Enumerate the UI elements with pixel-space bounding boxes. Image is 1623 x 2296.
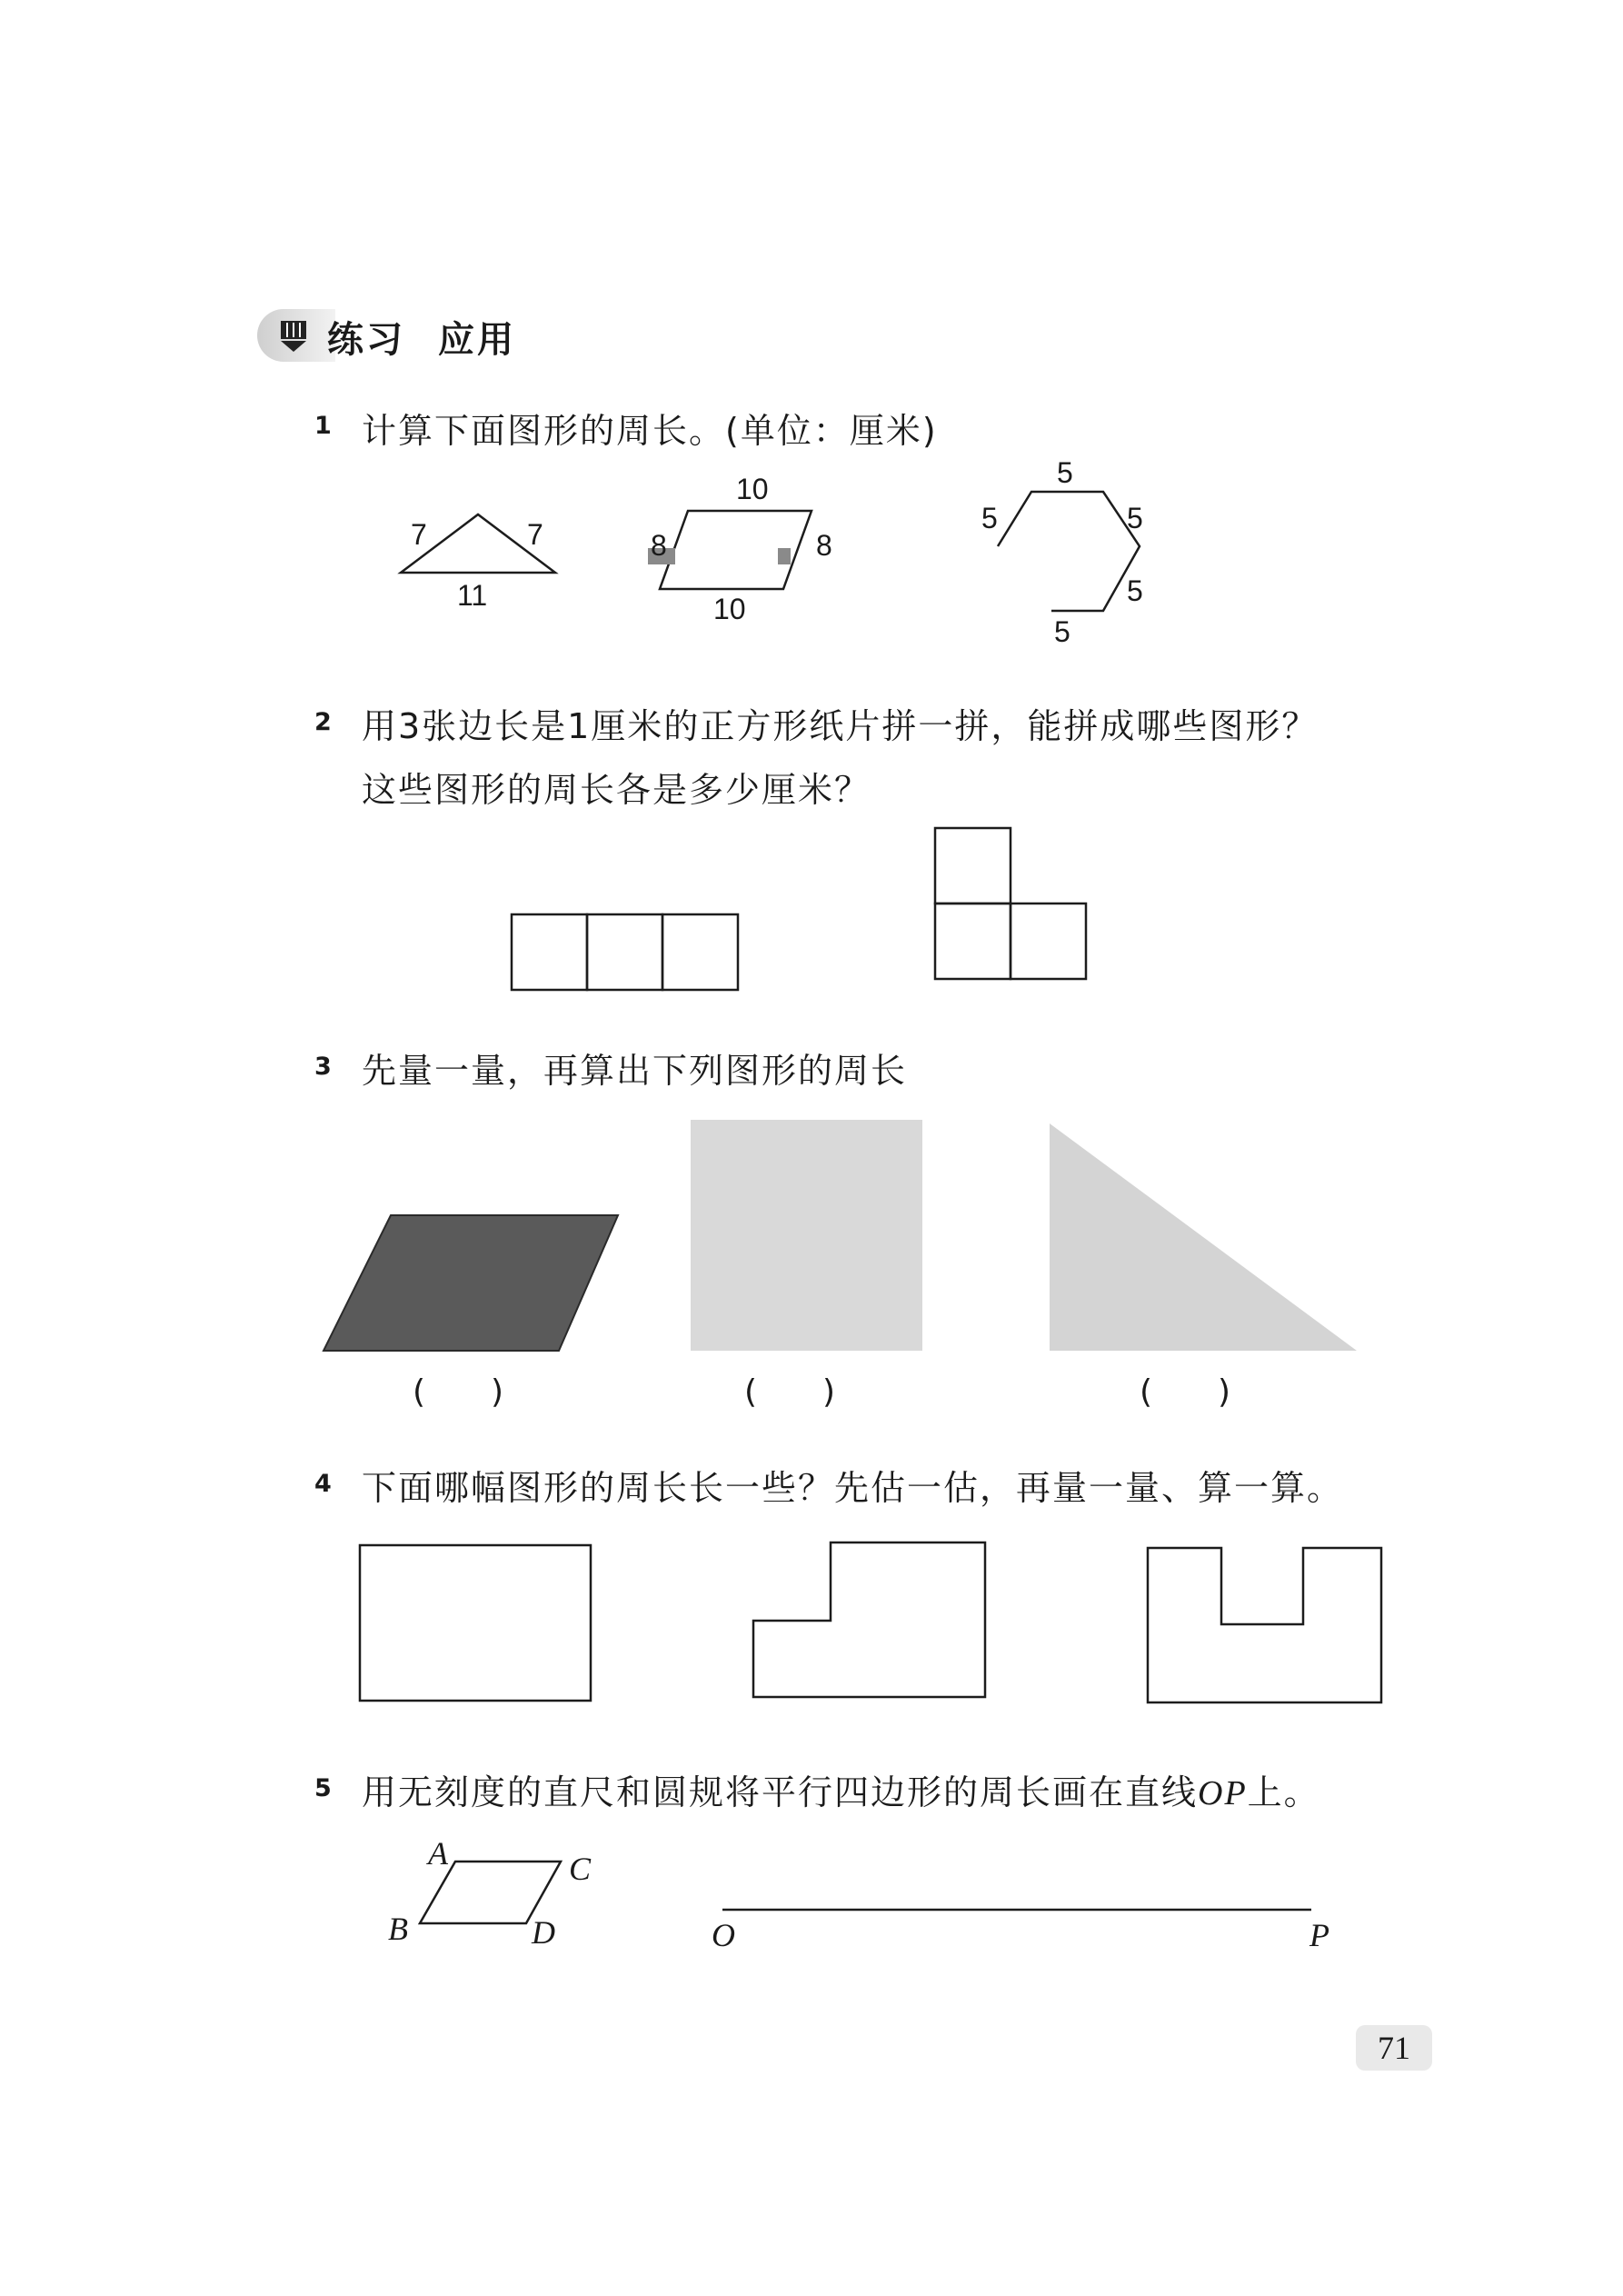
q4-step-shape xyxy=(753,1542,985,1697)
q1-triangle-base-label: 11 xyxy=(457,579,488,612)
question-5-text-var: OP xyxy=(1198,1774,1248,1812)
q1-parallelogram-bottom-label: 10 xyxy=(713,593,746,625)
q1-hexagon-top-label: 5 xyxy=(1057,456,1073,489)
q1-hexagon-lower-right-label: 5 xyxy=(1127,574,1143,607)
question-1-number: 1 xyxy=(314,412,332,440)
q5-point-p: P xyxy=(1309,1917,1329,1953)
section-subtitle: 应用 xyxy=(438,319,516,361)
q5-point-d: D xyxy=(532,1914,555,1951)
question-4-text: 下面哪幅图形的周长长一些？先估一估，再量一量、算一算。 xyxy=(362,1468,1344,1508)
q3-answer-blank-1: ( ) xyxy=(413,1373,504,1411)
question-5-text xyxy=(362,1764,1320,1814)
question-1-text: 计算下面图形的周长。(单位：厘米) xyxy=(362,411,938,451)
q1-hexagon-upper-right-label: 5 xyxy=(1127,502,1143,534)
question-5-text-after: 上。 xyxy=(1247,1772,1320,1812)
q5-point-o: O xyxy=(712,1917,735,1953)
q3-dark-parallelogram xyxy=(324,1215,618,1351)
question-5-number: 5 xyxy=(314,1774,332,1802)
q2-l-shape xyxy=(935,828,1086,979)
q1-triangle-right-label: 7 xyxy=(527,518,543,551)
q3-answer-blank-3: ( ) xyxy=(1140,1373,1231,1411)
section-title: 练习 xyxy=(327,319,405,361)
q1-parallelogram-top-label: 10 xyxy=(736,473,769,505)
question-3-text: 先量一量，再算出下列图形的周长 xyxy=(362,1051,908,1091)
q3-answer-blank-2: ( ) xyxy=(744,1373,836,1411)
q3-light-square xyxy=(691,1120,922,1351)
question-2-line-1: 用3张边长是1厘米的正方形纸片拼一拼，能拼成哪些图形？ xyxy=(362,706,1319,746)
q5-point-c: C xyxy=(569,1851,592,1887)
question-3-number: 3 xyxy=(314,1053,332,1081)
question-4-number: 4 xyxy=(314,1470,332,1498)
q2-row-of-three xyxy=(512,914,738,990)
q3-light-triangle xyxy=(1050,1123,1357,1351)
page-number: 71 xyxy=(1356,2025,1432,2071)
q1-parallelogram-right-label: 8 xyxy=(816,529,832,562)
q5-point-a: A xyxy=(428,1835,448,1872)
q4-rectangle xyxy=(360,1545,591,1701)
question-5-text-before: 用无刻度的直尺和圆规将平行四边形的周长画在直线 xyxy=(362,1772,1199,1812)
q1-parallelogram-left-label: 8 xyxy=(651,529,667,562)
question-2-line-2: 这些图形的周长各是多少厘米？ xyxy=(362,770,871,810)
q4-u-shape xyxy=(1148,1548,1381,1702)
q1-hexagon-bottom-label: 5 xyxy=(1054,615,1070,648)
q1-smudge-right xyxy=(778,548,791,564)
q5-point-b: B xyxy=(388,1911,408,1947)
q1-hexagon xyxy=(998,492,1140,611)
q1-triangle-left-label: 7 xyxy=(411,518,427,551)
q1-hexagon-upper-left-label: 5 xyxy=(981,502,998,534)
question-2-number: 2 xyxy=(314,708,332,736)
